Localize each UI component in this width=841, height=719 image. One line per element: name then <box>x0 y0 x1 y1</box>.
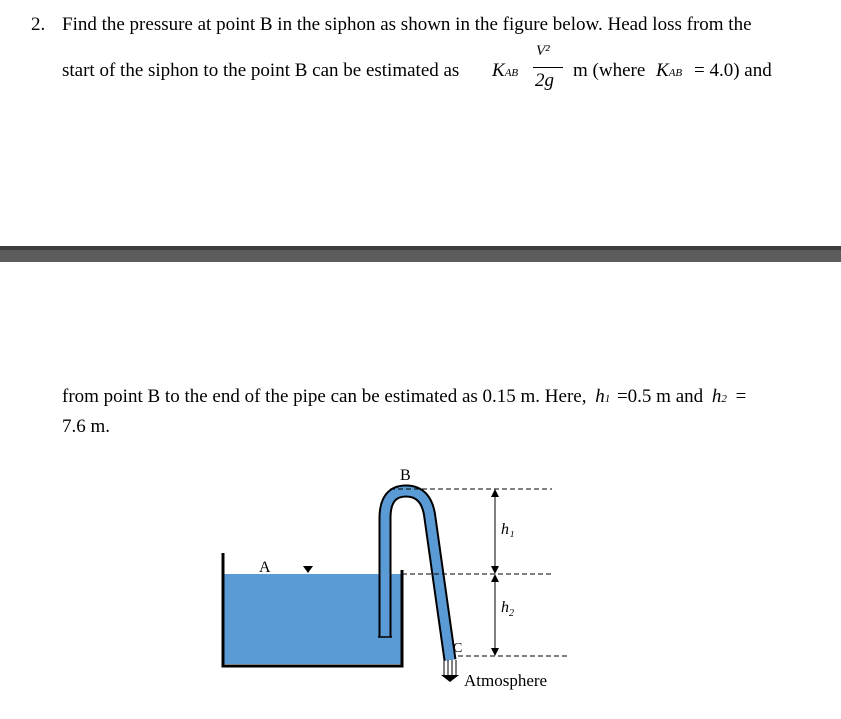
problem-line-4: 7.6 m. <box>62 416 111 437</box>
label-a: A <box>259 559 271 576</box>
label-h1: h₁ <box>501 521 515 538</box>
k-ab-value: = 4.0) and <box>694 60 772 81</box>
h1-symbol: h1 <box>595 386 611 407</box>
fraction-numerator: V² <box>536 43 550 59</box>
label-c: C <box>453 641 463 656</box>
h2-arrowhead-top <box>491 574 499 582</box>
problem-line-2-start: start of the siphon to the point B can be estimated as <box>62 60 460 81</box>
outflow-arrowheads <box>441 675 459 682</box>
problem-line-3: from point B to the end of the pipe can be estimated as 0.15 m. Here, h1 =0.5 m and h2 = <box>62 386 747 407</box>
problem-line-1: Find the pressure at point B in the siphon as shown in the figure below. Head loss from the <box>62 14 752 35</box>
k-ab-symbol-2: KAB <box>656 60 683 81</box>
h1-arrowhead-top <box>491 489 499 497</box>
k-ab-symbol: KAB <box>492 60 519 81</box>
reservoir-water <box>223 574 402 664</box>
h1-arrowhead-bottom <box>491 566 499 574</box>
problem-number: 2. <box>31 14 46 35</box>
h2-arrowhead-bottom <box>491 648 499 656</box>
label-h2: $h_2$ <box>501 599 514 619</box>
free-surface-marker <box>303 566 313 573</box>
fraction-denominator: 2g <box>535 70 554 91</box>
outflow-arrows <box>444 660 456 676</box>
label-b: B <box>400 467 411 484</box>
problem-line-2-unit: m (where <box>573 60 646 81</box>
label-atmosphere: Atmosphere <box>464 671 548 690</box>
h2-symbol: h2 <box>711 386 727 407</box>
